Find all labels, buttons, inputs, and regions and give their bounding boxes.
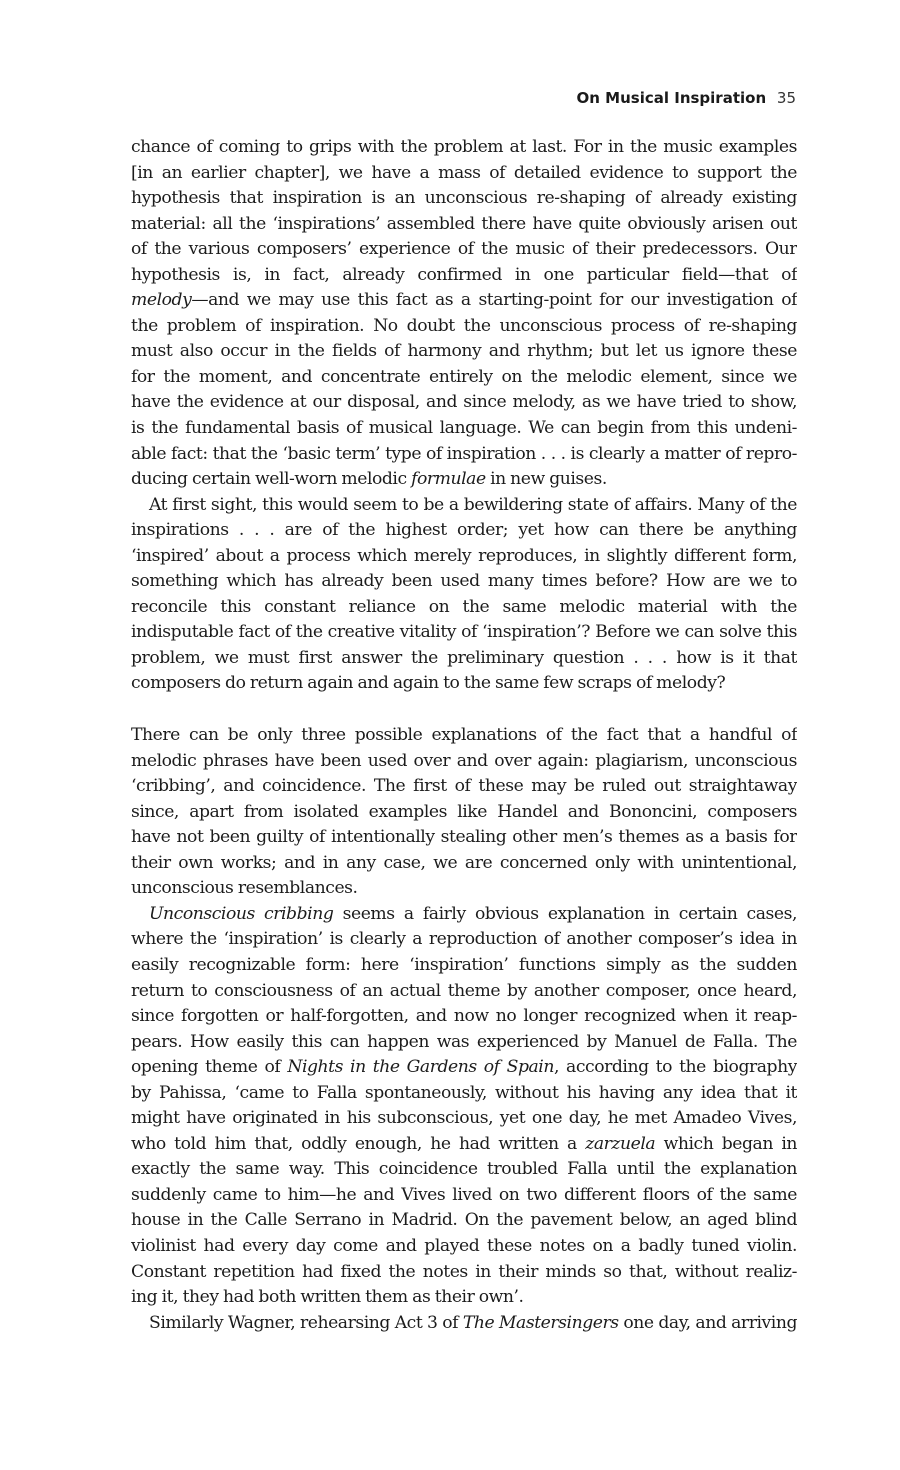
text-line xyxy=(131,979,797,1005)
text-run: since forgotten or half-forgotten, and now no longer recognized when it reap- xyxy=(131,1006,797,1027)
text-run: —and we may use this fact as a starting-point for our investigation of xyxy=(191,290,797,311)
text-line xyxy=(131,595,797,621)
text-run: have not been guilty of intentionally stealing other men’s themes as a basis for xyxy=(131,827,797,848)
text-line xyxy=(131,416,797,442)
text-run: Similarly Wagner, rehearsing Act 3 of xyxy=(149,1312,463,1333)
paragraph xyxy=(131,1311,797,1337)
text-run: hypothesis that inspiration is an unconscious re-shaping of already existing xyxy=(131,188,797,209)
text-run: pears. How easily this can happen was experienced by Manuel de Falla. The xyxy=(131,1031,797,1052)
text-line xyxy=(131,493,797,519)
text-run: for the moment, and concentrate entirely on the melodic element, since we xyxy=(131,366,797,387)
text-line xyxy=(131,1132,797,1158)
text-run: ing it, they had both written them as their own’. xyxy=(131,1287,524,1308)
text-run: their own works; and in any case, we are concerned only with unintentional, xyxy=(131,852,797,873)
text-line xyxy=(131,620,797,646)
text-line xyxy=(131,314,797,340)
italic-text: melody xyxy=(131,290,192,311)
text-run: There can be only three possible explanations of the fact that a handful of xyxy=(131,725,797,746)
text-line xyxy=(131,646,797,672)
text-line xyxy=(131,927,797,953)
text-run: suddenly came to him—he and Vives lived on two different floors of the same xyxy=(131,1184,797,1205)
text-run: indisputable fact of the creative vitality of ‘inspiration’? Before we can solve this xyxy=(131,622,797,643)
text-line xyxy=(131,749,797,775)
italic-text: Nights in the Gardens of Spain xyxy=(287,1057,554,1078)
text-line xyxy=(131,1004,797,1030)
page-body xyxy=(131,135,797,1336)
text-run: exactly the same way. This coincidence troubled Falla until the explanation xyxy=(131,1159,797,1180)
text-line xyxy=(131,518,797,544)
text-line xyxy=(131,544,797,570)
text-line xyxy=(131,390,797,416)
text-line xyxy=(131,1260,797,1286)
text-line xyxy=(131,1106,797,1132)
text-run: violinist had every day come and played these notes on a badly tuned violin. xyxy=(131,1235,797,1256)
page-number: 35 xyxy=(776,89,796,107)
text-line xyxy=(131,723,797,749)
text-run: able fact: that the ‘basic term’ type of inspiration . . . is clearly a matter of repro- xyxy=(131,443,797,464)
text-run: by Pahissa, ‘came to Falla spontaneously, without his having any idea that it xyxy=(131,1082,797,1103)
text-run: seems a fairly obvious explanation in certain cases, xyxy=(333,903,797,924)
text-line xyxy=(131,1234,797,1260)
text-line xyxy=(131,876,797,902)
text-run: chance of coming to grips with the problem at last. For in the music examples xyxy=(131,137,797,157)
text-run: house in the Calle Serrano in Madrid. On the pavement below, an aged blind xyxy=(131,1210,797,1231)
text-run: since, apart from isolated examples like Handel and Bononcini, composers xyxy=(131,801,797,822)
text-run: is the fundamental basis of musical language. We can begin from this undeni- xyxy=(131,418,797,439)
text-line xyxy=(131,569,797,595)
text-line xyxy=(131,135,797,161)
text-line xyxy=(131,186,797,212)
paragraph xyxy=(131,723,797,902)
paragraph xyxy=(131,135,797,493)
section-break xyxy=(131,697,797,723)
text-line xyxy=(131,1208,797,1234)
text-run: who told him that, oddly enough, he had written a xyxy=(131,1133,586,1154)
text-run: At first sight, this would seem to be a bewildering state of affairs. Many of the xyxy=(149,494,797,515)
text-run: ducing certain well-worn melodic xyxy=(131,469,412,490)
text-run: reconcile this constant reliance on the same melodic material with the xyxy=(131,596,797,617)
text-run: must also occur in the fields of harmony and rhythm; but let us ignore these xyxy=(131,341,797,362)
paragraph xyxy=(131,902,797,1311)
text-run: one day, and arriving xyxy=(618,1312,797,1333)
text-run: have the evidence at our disposal, and since melody, as we have tried to show, xyxy=(131,392,797,413)
text-run: Constant repetition had fixed the notes in their minds so that, without realiz- xyxy=(131,1261,797,1282)
text-line xyxy=(131,212,797,238)
text-line xyxy=(131,800,797,826)
text-run: the problem of inspiration. No doubt the unconscious process of re-shaping xyxy=(131,315,797,336)
text-run: which began in xyxy=(655,1133,797,1154)
text-run: hypothesis is, in fact, already confirmed in one particular field—that of xyxy=(131,264,797,285)
text-line xyxy=(131,1311,797,1337)
text-line xyxy=(131,467,797,493)
text-line xyxy=(131,1285,797,1311)
running-head-title: On Musical Inspiration xyxy=(576,89,767,107)
text-run: unconscious resemblances. xyxy=(131,878,358,899)
text-line xyxy=(131,442,797,468)
text-line xyxy=(131,1183,797,1209)
italic-text: The Mastersingers xyxy=(462,1312,619,1333)
text-line xyxy=(131,851,797,877)
text-run: return to consciousness of an actual theme by another composer, once heard, xyxy=(131,980,797,1001)
text-line xyxy=(131,953,797,979)
text-line xyxy=(131,1157,797,1183)
text-run: material: all the ‘inspirations’ assembled there have quite obviously arisen out xyxy=(131,213,797,234)
text-run: where the ‘inspiration’ is clearly a reproduction of another composer’s idea in xyxy=(131,929,797,950)
italic-text: formulae xyxy=(411,469,486,490)
text-run: composers do return again and again to the same few scraps of melody? xyxy=(131,673,726,694)
text-line xyxy=(131,1030,797,1056)
text-run: opening theme of xyxy=(131,1057,288,1078)
text-line xyxy=(131,1055,797,1081)
text-run: ‘inspired’ about a process which merely reproduces, in slightly different form, xyxy=(131,545,797,566)
text-line xyxy=(131,365,797,391)
text-line xyxy=(131,902,797,928)
italic-text: Unconscious cribbing xyxy=(149,903,334,924)
text-line xyxy=(131,237,797,263)
paragraph xyxy=(131,493,797,697)
text-run: in new guises. xyxy=(485,469,607,490)
text-run: something which has already been used many times before? How are we to xyxy=(131,571,797,592)
text-line xyxy=(131,161,797,187)
italic-text: zarzuela xyxy=(585,1133,656,1154)
text-line xyxy=(131,671,797,697)
text-line xyxy=(131,774,797,800)
text-line xyxy=(131,288,797,314)
text-line xyxy=(131,263,797,289)
text-run: [in an earlier chapter], we have a mass of detailed evidence to support the xyxy=(131,162,797,183)
text-run: easily recognizable form: here ‘inspiration’ functions simply as the sudden xyxy=(131,954,797,975)
text-run: might have originated in his subconscious, yet one day, he met Amadeo Vives, xyxy=(131,1108,797,1129)
text-line xyxy=(131,1081,797,1107)
text-run: of the various composers’ experience of the music of their predecessors. Our xyxy=(131,239,797,260)
text-run: melodic phrases have been used over and over again: plagiarism, unconscious xyxy=(131,750,797,771)
text-run: , according to the biography xyxy=(553,1057,797,1078)
text-run: inspirations . . . are of the highest order; yet how can there be anything xyxy=(131,520,797,541)
running-head xyxy=(577,89,796,107)
text-line xyxy=(131,339,797,365)
text-run: problem, we must first answer the preliminary question . . . how is it that xyxy=(131,647,797,668)
text-run: ‘cribbing’, and coincidence. The first of these may be ruled out straightaway xyxy=(131,776,797,797)
text-line xyxy=(131,825,797,851)
